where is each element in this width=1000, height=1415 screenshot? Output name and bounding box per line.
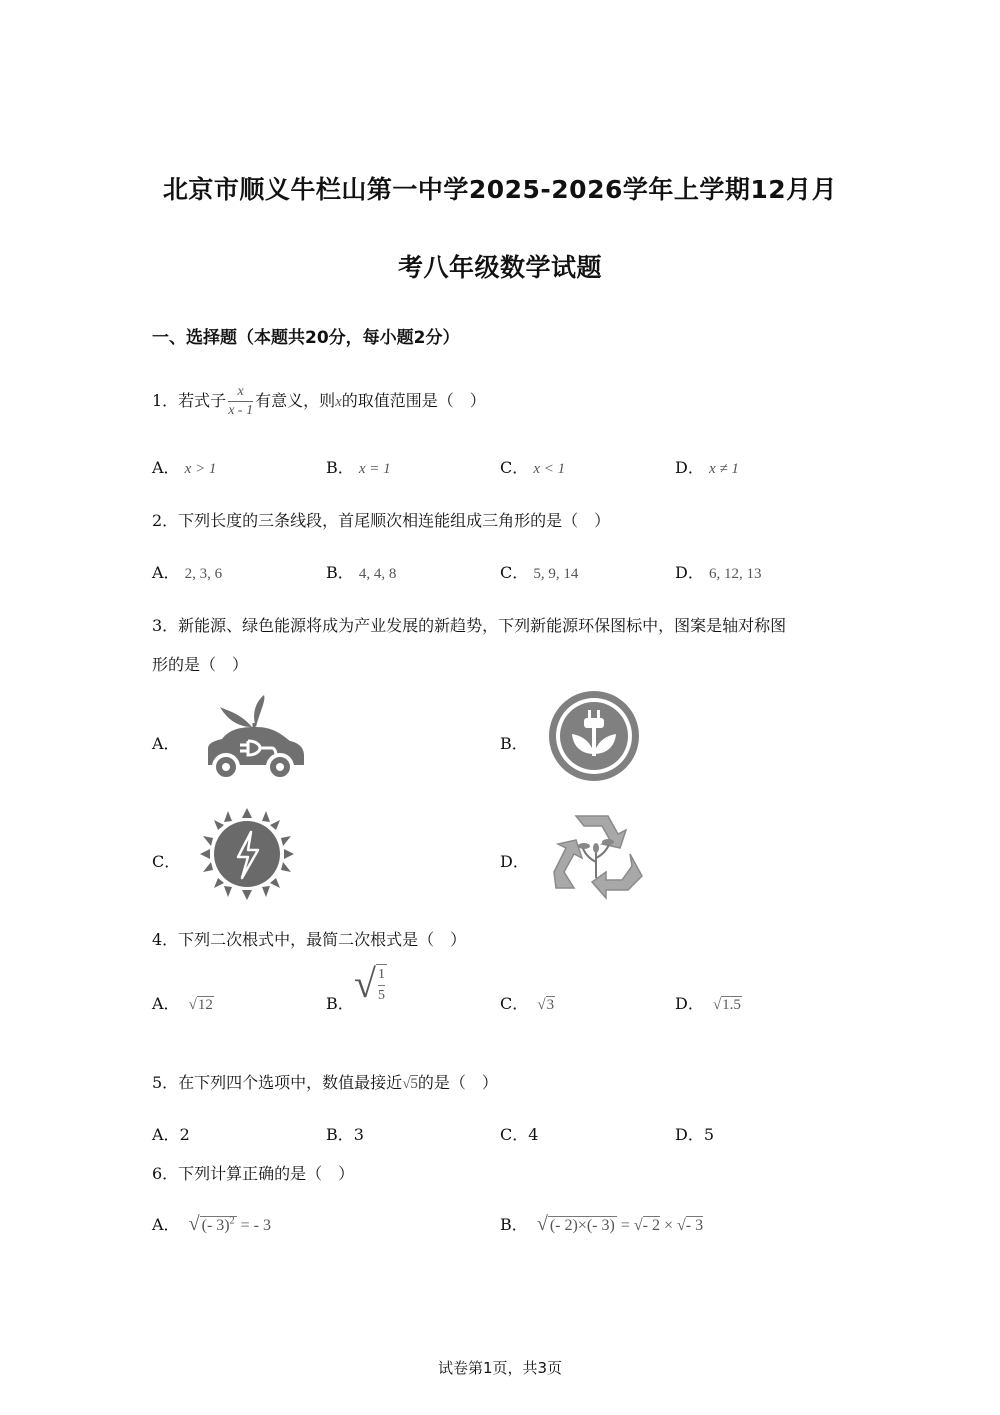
q5-suffix: 的是（ ）: [417, 1073, 498, 1092]
q5-radical: [402, 1075, 418, 1092]
q3-option-c-letter: C．: [152, 852, 181, 871]
q6-option-a-radicand-box: [200, 1216, 237, 1234]
q2-option-b: [326, 560, 396, 583]
q4-option-c-letter: C．: [500, 994, 529, 1013]
q6-option-a-rhs: = - 3: [240, 1217, 271, 1234]
sqrt-sign-icon: √: [712, 997, 722, 1013]
q5-option-b-expr: 3: [353, 1125, 364, 1144]
q1-option-d-expr: x ≠ 1: [708, 461, 739, 477]
q1-option-c-letter: C．: [500, 458, 529, 477]
q5-option-a-letter: A．: [152, 1125, 180, 1144]
sqrt-sign-icon: √: [354, 961, 376, 1006]
q6-option-b-times: ×: [663, 1217, 674, 1234]
q4-option-c: [500, 991, 555, 1014]
q2-option-a-letter: A．: [152, 563, 180, 582]
q2-option-c-expr: 5, 9, 14: [533, 566, 579, 582]
q1-option-b-expr: x = 1: [358, 461, 391, 477]
q3-option-d-letter: D．: [500, 852, 529, 871]
question-6: 6．下列计算正确的是（ ）: [152, 1164, 355, 1183]
q4-option-d: [675, 991, 742, 1014]
q4-option-a-letter: A．: [152, 994, 180, 1013]
q4-option-d-radicand: 1.5: [722, 997, 741, 1013]
question-2: 2．下列长度的三条线段，首尾顺次相连能组成三角形的是（ ）: [152, 511, 611, 530]
q1-fraction: [228, 383, 253, 420]
question-5: [152, 1070, 498, 1093]
q5-option-a-expr: 2: [179, 1125, 190, 1144]
q1-option-b: [326, 455, 391, 478]
q1-mid: 有意义，则: [255, 391, 336, 410]
q5-option-b: [326, 1122, 364, 1145]
sqrt-sign-icon: √: [536, 1213, 548, 1235]
q1-var: x: [335, 394, 342, 410]
q5-prefix: 5．在下列四个选项中，数值最接近: [152, 1073, 403, 1092]
q4-option-d-letter: D．: [675, 994, 704, 1013]
plug-plant-circle-icon: [545, 688, 643, 784]
q4-option-b-frac-den: 5: [377, 988, 385, 1003]
question-3-line-1: 3．新能源、绿色能源将成为产业发展的新趋势，下列新能源环保图标中，图案是轴对称图: [152, 616, 787, 635]
q5-option-b-letter: B．: [326, 1125, 354, 1144]
q5-option-d: [675, 1122, 714, 1145]
q6-option-a-letter: A．: [152, 1215, 180, 1234]
sqrt-sign-icon: √: [188, 997, 197, 1013]
q6-option-b-letter: B．: [500, 1215, 528, 1234]
q4-option-b-frac-num: 1: [378, 965, 385, 986]
q5-option-c: [500, 1122, 538, 1145]
sun-lightning-icon: [198, 806, 296, 902]
title-line-1: 北京市顺义牛栏山第一中学2025-2026学年上学期12月月: [162, 175, 838, 204]
q5-option-d-letter: D．: [675, 1125, 704, 1144]
q1-option-a-letter: A．: [152, 458, 180, 477]
q2-option-b-letter: B．: [326, 563, 354, 582]
q6-option-a: [152, 1212, 271, 1236]
q6-option-b-r1: - 2: [642, 1217, 660, 1234]
q4-option-a: [152, 991, 214, 1014]
question-1: [152, 383, 486, 420]
q4-option-c-radical: [537, 997, 555, 1013]
q4-option-b-fraction: [376, 964, 387, 1006]
q6-option-b-radicand: (- 2)×(- 3): [549, 1217, 615, 1234]
question-4: 4．下列二次根式中，最简二次根式是（ ）: [152, 930, 467, 949]
q4-option-c-radicand: 3: [546, 997, 555, 1013]
q2-option-b-expr: 4, 4, 8: [358, 566, 397, 582]
q1-option-a: [152, 455, 216, 478]
q1-option-c: [500, 455, 565, 478]
q2-option-c: [500, 560, 578, 583]
q4-option-a-radicand: 12: [197, 997, 213, 1013]
q5-option-c-expr: 4: [528, 1125, 539, 1144]
q3-option-a-letter: A．: [152, 734, 180, 753]
q2-option-d-expr: 6, 12, 13: [708, 566, 762, 582]
q1-prefix: 1．若式子: [152, 391, 227, 410]
q5-option-d-expr: 5: [703, 1125, 715, 1144]
q1-frac-num: x: [228, 383, 253, 402]
q2-option-c-letter: C．: [500, 563, 529, 582]
q4-option-b-radical: [354, 961, 387, 1006]
recycle-plant-icon: [546, 808, 648, 902]
q4-option-b-letter: B．: [326, 994, 354, 1013]
q6-option-b-r2: - 3: [685, 1217, 704, 1234]
sqrt-sign-icon: √: [633, 1217, 643, 1234]
q1-suffix: 的取值范围是（ ）: [341, 391, 486, 410]
q6-option-b-equals: =: [620, 1217, 630, 1234]
q5-option-c-letter: C．: [500, 1125, 529, 1144]
sqrt-sign-icon: √: [677, 1217, 686, 1234]
q4-option-d-radical: [713, 997, 742, 1013]
sqrt-sign-icon: √: [537, 997, 546, 1013]
q1-option-c-expr: x < 1: [533, 461, 566, 477]
q1-option-a-expr: x > 1: [184, 461, 217, 477]
q2-option-d: [675, 560, 761, 583]
q1-frac-den: [228, 402, 253, 420]
q2-option-a-expr: 2, 3, 6: [184, 566, 223, 582]
q1-option-b-letter: B．: [326, 458, 354, 477]
sqrt-sign-icon: √: [188, 1213, 200, 1235]
q6-option-a-radicand: (- 3): [201, 1217, 230, 1234]
q1-frac-den-text: x - 1: [228, 403, 254, 418]
page-footer: 试卷第1页，共3页: [437, 1359, 563, 1377]
q1-option-d-letter: D．: [675, 458, 704, 477]
q4-option-a-radical: [189, 997, 214, 1013]
q5-option-a: [152, 1122, 190, 1145]
q1-option-d: [675, 455, 739, 478]
q6-option-b-expr: [536, 1213, 704, 1235]
q6-option-a-exponent: 2: [229, 1215, 235, 1227]
electric-car-icon: [200, 693, 306, 781]
question-3-line-2: 形的是（ ）: [152, 655, 249, 674]
q3-option-b-letter: B．: [500, 734, 528, 753]
q6-option-b: [500, 1212, 703, 1236]
q5-radicand: 5: [410, 1076, 418, 1092]
title-line-2: 考八年级数学试题: [397, 253, 602, 282]
sqrt-sign-icon: √: [402, 1076, 411, 1092]
section-heading: 一、选择题（本题共20分，每小题2分）: [152, 328, 460, 348]
q2-option-d-letter: D．: [675, 563, 704, 582]
q6-option-a-expr: [188, 1213, 271, 1235]
q2-option-a: [152, 560, 222, 583]
